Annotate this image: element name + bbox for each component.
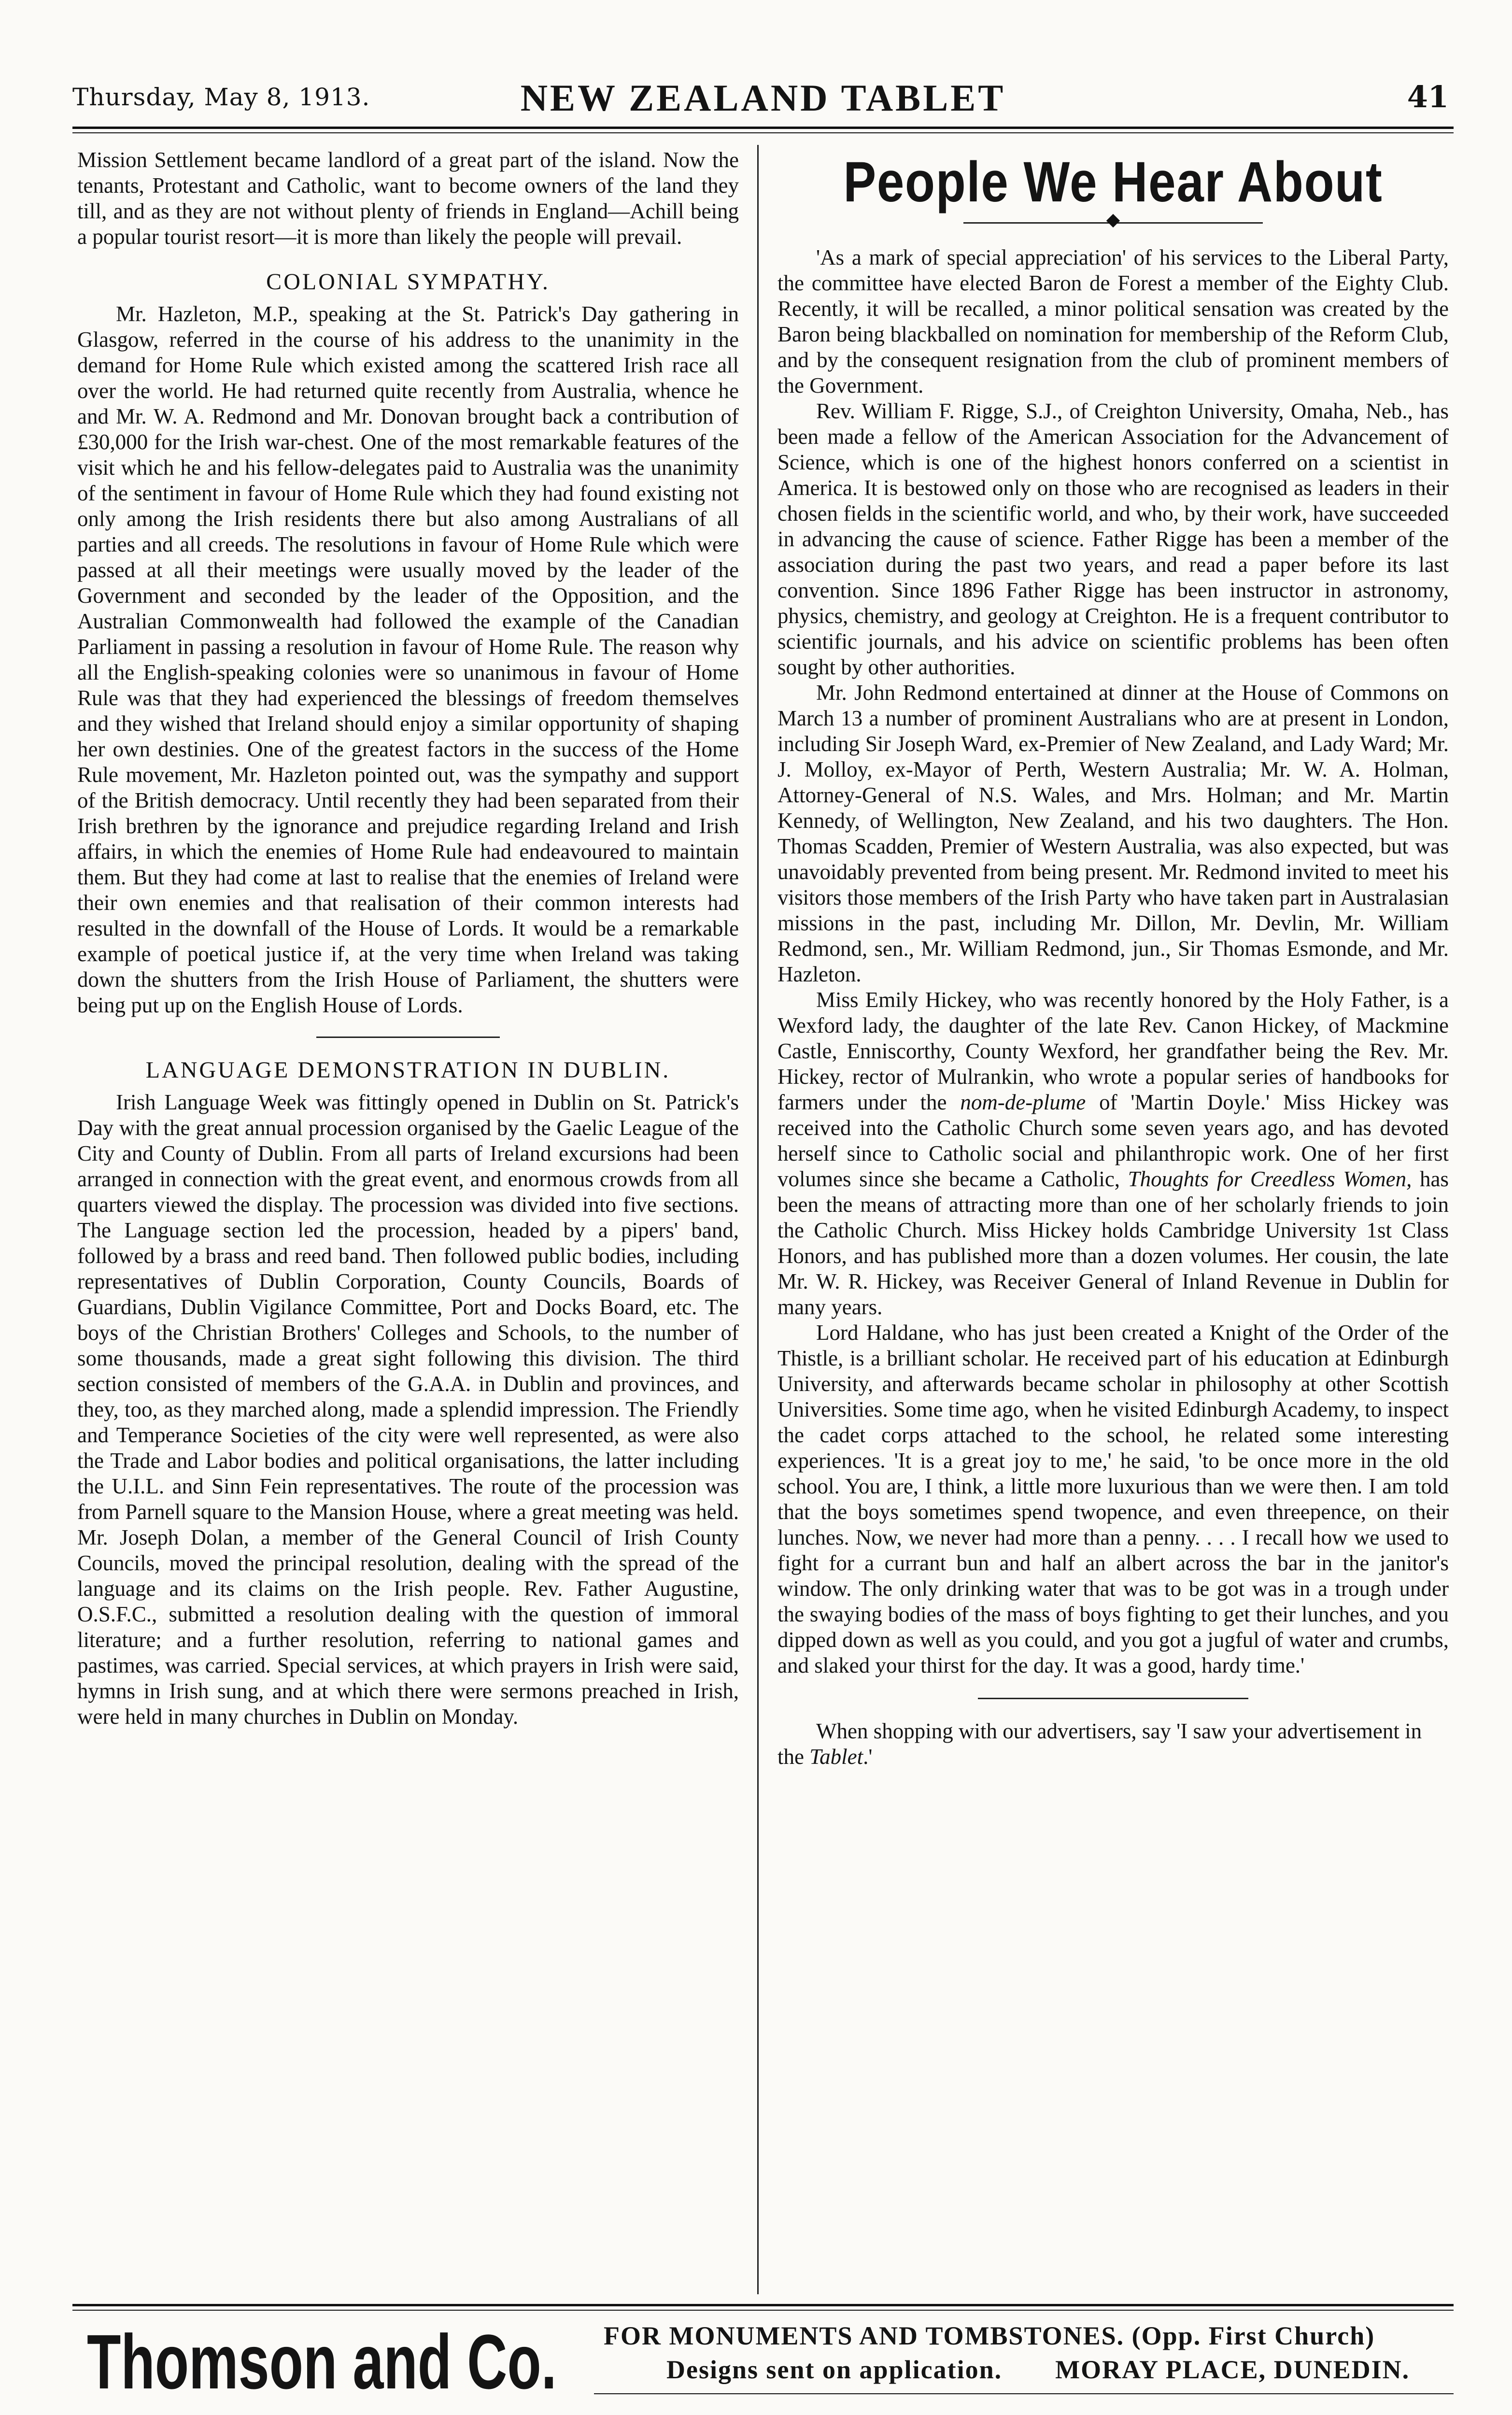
article-paragraph-hickey	[777, 987, 1449, 1320]
page-number: 41	[1407, 79, 1449, 114]
section-heading-language: LANGUAGE DEMONSTRATION IN DUBLIN.	[145, 1057, 671, 1083]
text-run: of 'Martin Doyle.' Miss Hickey was received into the Catholic Church some seven years ago, and has devoted herself since to Catholic social and philanthropic work. One of her first volumes since she became a Catholic,	[777, 1090, 1449, 1191]
header-rule-thin	[72, 132, 1454, 133]
newspaper-title: NEW ZEALAND TABLET	[520, 77, 1006, 119]
language-demonstration-body: Irish Language Week was fittingly opened in Dublin on St. Patrick's Day with the great annual procession organised by the Gaelic League of the City and County of Dublin. From all parts of Ireland excursions had been arranged in connection with the great event, and enormous crowds from all quarters viewed the display. The procession was divided into five sections. The Language section led the procession, headed by a pipers' band, followed by a brass and reed band. Then followed public bodies, including representatives of Dublin Corporation, County Councils, Boards of Guardians, Dublin Vigilance Committee, Port and Docks Board, etc. The boys of the Christian Brothers' Colleges and Schools, to the number of some thousands, made a great sight following this division. The third section consisted of members of the G.A.A. in Dublin and provinces, and they, too, as they marched along, made a splendid impression. The Friendly and Temperance Societies of the city were well represented, as were also the Trade and Labor bodies and political organisations, the latter including the U.I.L. and Sinn Fein representatives. The route of the procession was from Parnell square to the Mansion House, where a great meeting was held. Mr. Joseph Dolan, a member of the General Council of Irish County Councils, moved the principal resolution, dealing with the spread of the language and its claims on the Irish people. Rev. Father Augustine, O.S.F.C., submitted a resolution dealing with the question of immoral literature; and a further resolution, referring to national games and pastimes, was carried. Special services, at which prayers in Irish were said, hymns in Irish sung, and at which there were sermons preached in Irish, were held in many churches in Dublin on Monday.	[77, 1090, 739, 1729]
text-run: Miss Emily Hickey, who was recently honored by the Holy Father, is a Wexford lady, the daughter of the late Rev. Canon Hickey, of Mackmine Castle, Enniscorthy, County Wexford, her grandfather being the Rev. Mr. Hickey, rector of Mulrankin, who wrote a popular series of handbooks for farmers under the	[777, 988, 1449, 1114]
colonial-sympathy-body: Mr. Hazleton, M.P., speaking at the St. Patrick's Day gathering in Glasgow, referred in the course of his address to the unanimity in the demand for Home Rule which existed among the scattered Irish race all over the world. He had returned quite recently from Australia, whence he and Mr. W. A. Redmond and Mr. Donovan brought back a contribution of £30,000 for the Irish war-chest. One of the most remarkable features of the visit which he and his fellow-delegates paid to Australia was the unanimity of the sentiment in favour of Home Rule which they had found existing not only among the Irish residents there but also among Australians of all parties and all creeds. The resolutions in favour of Home Rule which were passed at all their meetings were usually moved by the leader of the Government and seconded by the leader of the Opposition, and the Australian Commonwealth had followed the example of the Canadian Parliament in passing a resolution in favour of Home Rule. The reason why all the English-speaking colonies were so unanimous in favour of Home Rule was that they had experienced the blessings of freedom themselves and they wished that Ireland should enjoy a similar opportunity of shaping her own destinies. One of the greatest factors in the success of the Home Rule movement, Mr. Hazleton pointed out, was the sympathy and support of the British democracy. Until recently they had been separated from their Irish brethren by the ignorance and prejudice regarding Ireland and Irish affairs, in which the enemies of Home Rule had endeavoured to maintain them. But they had come at last to realise that the enemies of Ireland were their own enemies and that realisation of their common interests had resulted in the downfall of the House of Lords. It would be a remarkable example of poetical justice if, at the very time when Ireland was taking down the shutters from the Irish House of Parliament, the shutters were being put up on the English House of Lords.	[77, 302, 739, 1017]
text-run: has been the means of attracting more than one of her scholarly friends to join the Catholic Church. Miss Hickey holds Cambridge University 1st Class Honors, and has published more than a dozen volumes. Her cousin, the late Mr. W. R. Hickey, was Receiver General of Inland Revenue in Dublin for many years.	[777, 1167, 1449, 1319]
italic-term: nom-de-plume	[960, 1090, 1086, 1114]
article-paragraph: 'As a mark of special appreciation' of his services to the Liberal Party, the committee have elected Baron de Forest a member of the Eighty Club. Recently, it will be recalled, a minor political sensation was created by the Baron being blackballed on nomination for membership of the Reform Club, and by the consequent resignation from the club of prominent members of the Government.	[777, 245, 1449, 398]
shopping-note-text: When shopping with our advertisers, say 'I saw your advertisement in the	[777, 1719, 1422, 1769]
article-paragraph: Mr. John Redmond entertained at dinner at the House of Commons on March 13 a number of prominent Australians who are at present in London, including Sir Joseph Ward, ex-Premier of New Zealand, and Lady Ward; Mr. J. Molloy, ex-Mayor of Perth, Western Australia; Mr. W. A. Holman, Attorney-General of N.S. Wales, and Mrs. Holman; and Mr. Martin Kennedy, of Wellington, New Zealand, and his two daughters. The Hon. Thomas Scadden, Premier of Western Australia, was also expected, but was unavoidably prevented from being present. Mr. Redmond invited to meet his visitors those members of the Irish Party who have taken part in Australasian missions in the past, including Mr. Dillon, Mr. Devlin, Mr. William Redmond, sen., Mr. William Redmond, jun., Sir Thomas Esmonde, and Mr. Hazleton.	[777, 681, 1449, 986]
right-column-text	[777, 245, 1449, 1678]
footer-rule-thin	[72, 2310, 1454, 2311]
ad-location: MORAY PLACE, DUNEDIN.	[1055, 2355, 1410, 2384]
heading-ornament	[963, 219, 1263, 227]
section-heading-colonial: COLONIAL SYMPATHY.	[266, 269, 550, 295]
ad-designs: Designs sent on application.	[666, 2355, 1003, 2384]
ad-line-monuments: FOR MONUMENTS AND TOMBSTONES. (Opp. First Church)	[604, 2321, 1375, 2350]
footer-rule	[72, 2304, 1454, 2306]
intro-paragraph: Mission Settlement became landlord of a great part of the island. Now the tenants, Protestant and Catholic, want to become owners of the land they till, and as they are not without plenty of friends in England—Achill being a popular tourist resort—it is more than likely the people will prevail.	[77, 148, 739, 249]
issue-date: Thursday, May 8, 1913.	[72, 83, 370, 111]
left-column	[77, 147, 739, 2309]
article-paragraph-haldane: Lord Haldane, who has just been created a Knight of the Order of the Thistle, is a brilliant scholar. He received part of his education at Edinburgh University, and afterwards became scholar in philosophy at other Scottish Universities. Some time ago, when he visited Edinburgh Academy, to inspect the cadet corps attached to the school, he related some interesting experiences. 'It is a great joy to me,' he said, 'to be once more in the old school. You are, I think, a little more luxurious than we were then. I am told that the boys sometimes spend twopence, and even threepence, on their lunches. Now, we never had more than a penny. . . . I recall how we used to fight for a currant bun and half an albert across the bar in the janitor's window. The only drinking water that was to be got was in a trough under the swaying bodies of the mass of boys fighting to get their lunches, and you dipped down as well as you could, and you got a jugful of water and crumbs, and slaked your thirst for the day. It was a good, hardy time.'	[777, 1321, 1449, 1677]
newspaper-page	[72, 72, 1454, 2415]
article-end-rule	[978, 1698, 1248, 1699]
shopping-note	[777, 1719, 1449, 1770]
advertiser-name: Thomson and Co.	[87, 2318, 557, 2405]
section-separator	[316, 1037, 500, 1038]
shopping-note-end: .'	[863, 1745, 873, 1769]
tablet-title: Tablet	[809, 1745, 863, 1769]
column-divider	[757, 145, 759, 2294]
ad-bottom-rule	[594, 2393, 1454, 2394]
people-we-hear-about-heading: People We Hear About	[843, 150, 1383, 214]
header-rule	[72, 127, 1454, 129]
right-column	[777, 147, 1449, 2309]
ad-line-address	[666, 2355, 1410, 2385]
masthead	[72, 72, 1454, 126]
article-paragraph: Rev. William F. Rigge, S.J., of Creighton University, Omaha, Neb., has been made a fellow of the American Association for the Advancement of Science, which is one of the highest honors conferred on a scientist in America. It is bestowed only on those who are recognised as leaders in their chosen fields in the scientific world, and who, by their work, have succeeded in advancing the cause of science. Father Rigge has been a member of the association during the past two years, and read a paper before its last convention. Since 1896 Father Rigge has been instructor in astronomy, physics, chemistry, and geology at Creighton. He is a frequent contributor to scientific journals, and his advice on scientific problems has been often sought by other authorities.	[777, 399, 1449, 679]
book-title: Thoughts for Creedless Women,	[1128, 1167, 1412, 1191]
left-column-text	[77, 147, 739, 1730]
